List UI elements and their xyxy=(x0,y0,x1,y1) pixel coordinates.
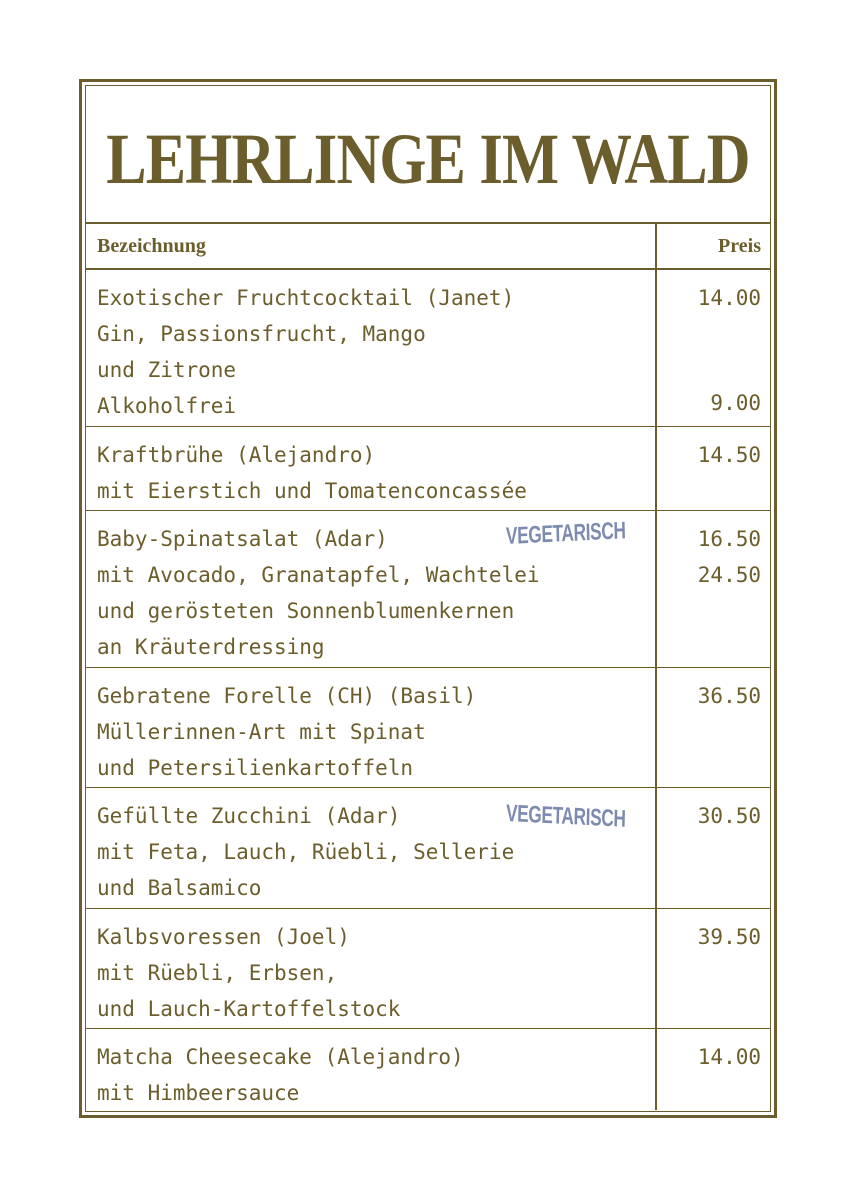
item-detail: und Petersilienkartoffeln xyxy=(97,756,414,780)
item-price-cell xyxy=(655,788,770,908)
item-description xyxy=(86,427,655,510)
item-title: Baby-Spinatsalat (Adar) xyxy=(97,527,388,551)
item-price-cell xyxy=(655,427,770,510)
menu-item-row xyxy=(86,909,770,1029)
item-price-large: 24.50 xyxy=(697,563,761,587)
item-description xyxy=(86,1029,655,1110)
item-detail: an Kräuterdressing xyxy=(97,635,325,659)
item-description xyxy=(86,788,655,908)
item-detail: mit Avocado, Granatapfel, Wachtelei xyxy=(97,563,540,587)
menu-item-row xyxy=(86,668,770,788)
vegetarian-stamp: VEGETARISCH xyxy=(505,517,626,550)
item-title: Matcha Cheesecake (Alejandro) xyxy=(97,1045,464,1069)
item-detail: mit Rüebli, Erbsen, xyxy=(97,961,338,985)
menu-item-row xyxy=(86,1029,770,1110)
item-price-cell xyxy=(655,270,770,426)
item-title: Exotischer Fruchtcocktail (Janet) xyxy=(97,286,515,310)
item-detail: und gerösteten Sonnenblumenkernen xyxy=(97,599,515,623)
item-detail: mit Himbeersauce xyxy=(97,1081,300,1105)
item-detail: Müllerinnen-Art mit Spinat xyxy=(97,720,426,744)
item-price: 36.50 xyxy=(697,684,761,708)
item-detail: Alkoholfrei xyxy=(97,394,237,418)
title-box xyxy=(86,86,770,224)
item-detail: Gin, Passionsfrucht, Mango xyxy=(97,322,426,346)
item-description xyxy=(86,270,655,426)
item-price: 39.50 xyxy=(697,925,761,949)
menu-title: LEHRLINGE IM WALD xyxy=(106,118,750,199)
item-price: 14.00 xyxy=(697,1045,761,1069)
item-description xyxy=(86,909,655,1028)
menu-card xyxy=(79,79,777,1118)
item-price: 30.50 xyxy=(697,804,761,828)
item-description xyxy=(86,511,655,667)
item-detail: und Zitrone xyxy=(97,358,237,382)
menu-item-row xyxy=(86,427,770,511)
item-price-cell xyxy=(655,909,770,1028)
item-price-small: 16.50 xyxy=(697,527,761,551)
item-detail: mit Feta, Lauch, Rüebli, Sellerie xyxy=(97,840,515,864)
menu-inner-border xyxy=(85,85,771,1112)
item-detail: mit Eierstich und Tomatenconcassée xyxy=(97,479,527,503)
item-price-cell xyxy=(655,1029,770,1110)
item-price: 14.50 xyxy=(697,443,761,467)
item-title: Gebratene Forelle (CH) (Basil) xyxy=(97,684,477,708)
item-detail: und Balsamico xyxy=(97,876,262,900)
column-header-row xyxy=(86,224,770,270)
item-title: Gefüllte Zucchini (Adar) xyxy=(97,804,401,828)
item-price-cell xyxy=(655,668,770,787)
item-price-cell xyxy=(655,511,770,667)
menu-item-row xyxy=(86,511,770,668)
column-header-name: Bezeichnung xyxy=(97,234,206,257)
column-header-price: Preis xyxy=(655,224,770,268)
menu-item-row xyxy=(86,788,770,909)
item-title: Kalbsvoressen (Joel) xyxy=(97,925,350,949)
item-detail: und Lauch-Kartoffelstock xyxy=(97,997,401,1021)
item-description xyxy=(86,668,655,787)
item-price: 14.00 xyxy=(697,286,761,310)
vegetarian-stamp: VEGETARISCH xyxy=(505,800,626,833)
menu-item-row xyxy=(86,270,770,427)
item-title: Kraftbrühe (Alejandro) xyxy=(97,443,376,467)
item-price-alcohol-free: 9.00 xyxy=(710,391,761,415)
